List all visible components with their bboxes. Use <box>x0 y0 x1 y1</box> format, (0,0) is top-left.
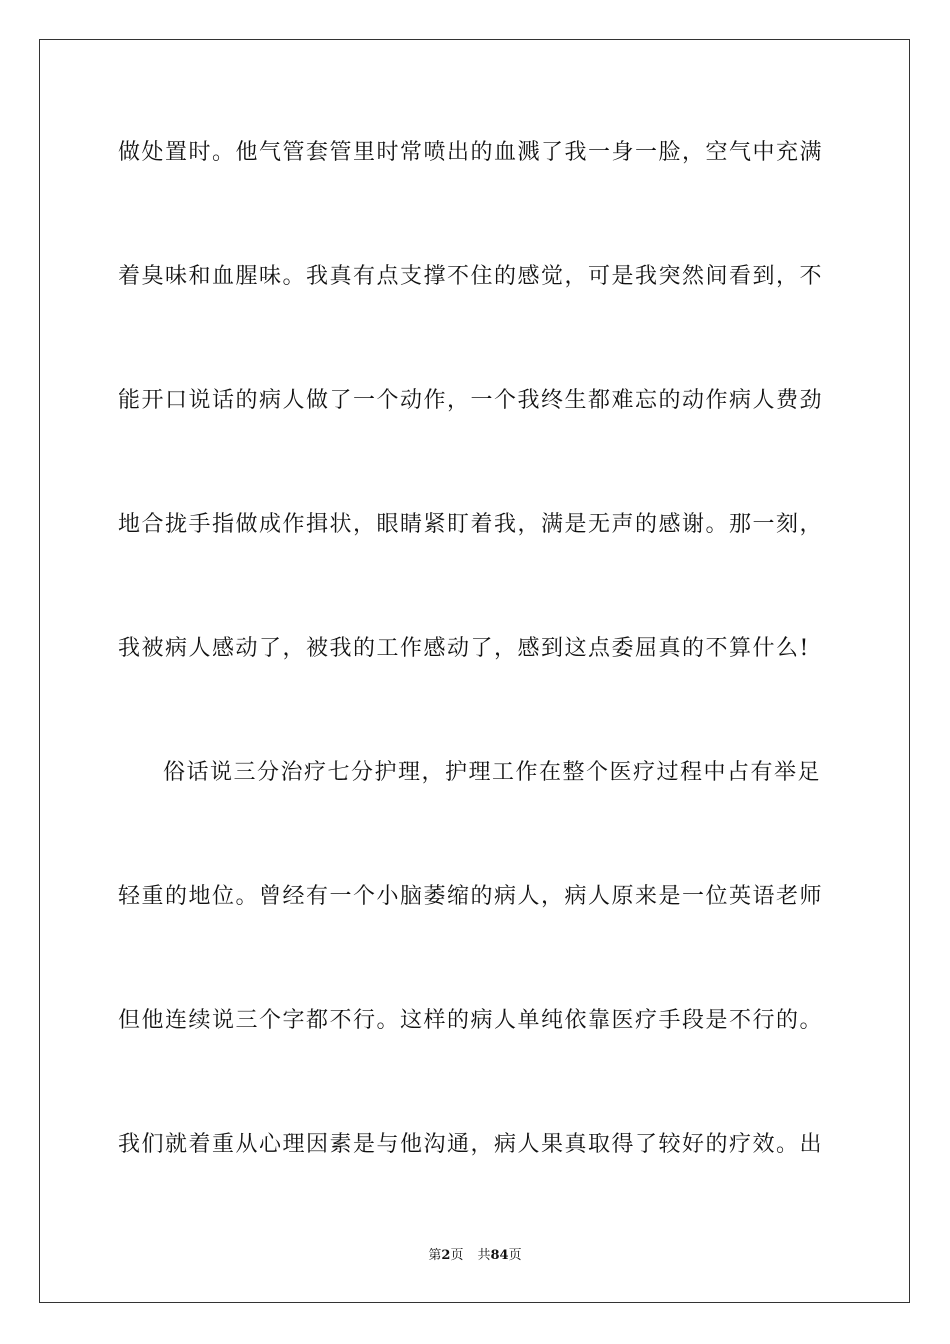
footer-page-prefix: 第 <box>428 1248 442 1263</box>
text-line-1: 做处置时。他气管套管里时常喷出的血溅了我一身一脸，空气中充满 <box>118 140 824 165</box>
footer-total-suffix: 页 <box>508 1248 522 1263</box>
text-line-3: 能开口说话的病人做了一个动作，一个我终生都难忘的动作病人费劲 <box>118 388 824 413</box>
page-border <box>39 39 910 1303</box>
footer-total-prefix: 共 <box>477 1248 491 1263</box>
text-line-9: 我们就着重从心理因素是与他沟通，病人果真取得了较好的疗效。出 <box>118 1132 824 1157</box>
text-line-4: 地合拢手指做成作揖状，眼睛紧盯着我，满是无声的感谢。那一刻， <box>118 512 824 537</box>
footer-page-number: 2 <box>441 1248 451 1263</box>
text-line-7: 轻重的地位。曾经有一个小脑萎缩的病人，病人原来是一位英语老师 <box>118 884 824 909</box>
text-line-2: 着臭味和血腥味。我真有点支撑不住的感觉，可是我突然间看到，不 <box>118 264 824 289</box>
text-line-6-paragraph-start: 俗话说三分治疗七分护理，护理工作在整个医疗过程中占有举足 <box>163 760 822 785</box>
page-footer <box>0 1247 950 1265</box>
text-line-8: 但他连续说三个字都不行。这样的病人单纯依靠医疗手段是不行的。 <box>118 1008 824 1033</box>
footer-total-number: 84 <box>490 1248 509 1263</box>
text-line-5: 我被病人感动了，被我的工作感动了，感到这点委屈真的不算什么! <box>118 636 810 661</box>
footer-page-suffix: 页 <box>450 1248 464 1263</box>
